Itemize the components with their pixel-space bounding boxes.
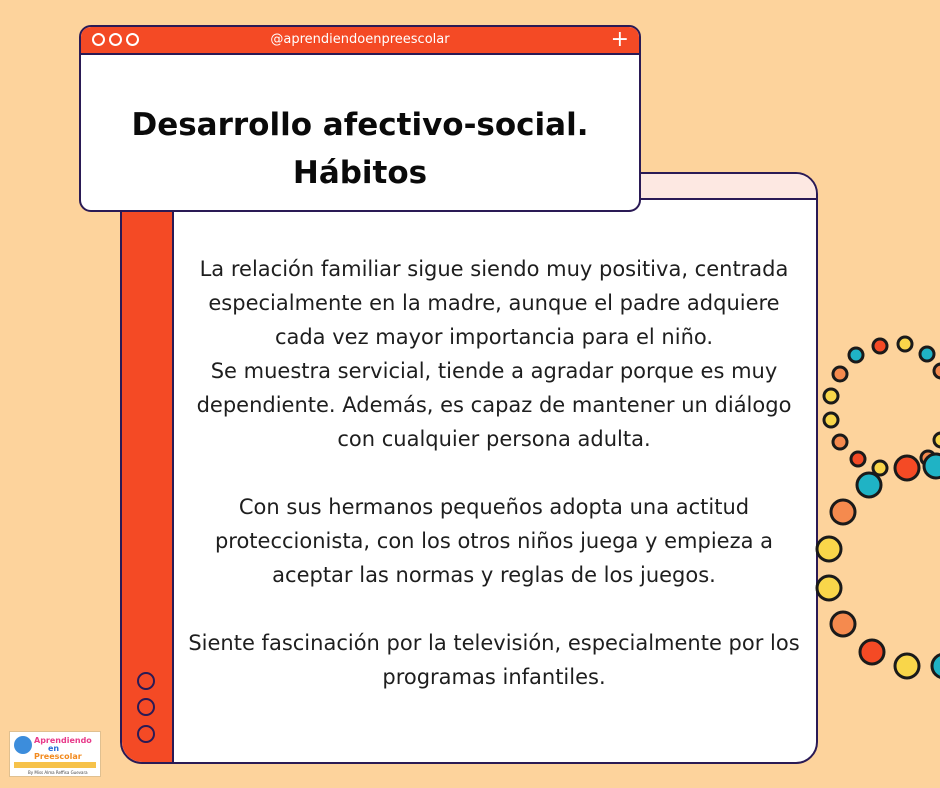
bead-icon <box>849 348 863 362</box>
bead-icon <box>851 452 865 466</box>
bead-icon <box>920 347 934 361</box>
bead-icon <box>873 461 887 475</box>
bead-icon <box>833 367 847 381</box>
brand-logo: Aprendiendo en Preescolar By Miss Alma Reffisa Guevara <box>9 731 101 777</box>
bead-icon <box>895 654 919 678</box>
bead-icon <box>860 640 884 664</box>
plus-icon: + <box>610 27 629 52</box>
paragraph-relationships: La relación familiar sigue siendo muy positiva, centrada especialmente en la madre, aunque el padre adquiere cada vez mayor importancia para el niño. Se muestra servicial, tiende a agradar porque es muy dependiente. Además, es capaz de mantener un diálogo con cualquier persona adulta. <box>196 257 792 451</box>
page-title: Desarrollo afectivo-social. Hábitos <box>131 107 589 191</box>
bead-icon <box>857 473 881 497</box>
account-handle: @aprendiendoenpreescolar <box>270 32 450 47</box>
bead-icon <box>934 364 940 378</box>
paragraph-siblings: Con sus hermanos pequeños adopta una actitud proteccionista, con los otros niños juega y empieza a aceptar las normas y reglas de los juegos. <box>214 495 774 587</box>
bead-icon <box>895 456 919 480</box>
bead-icon <box>831 612 855 636</box>
bead-icon <box>833 435 847 449</box>
bead-icon <box>824 389 838 403</box>
bead-icon <box>924 454 940 478</box>
ruler-icon <box>14 762 96 768</box>
bead-icon <box>824 413 838 427</box>
bead-icon <box>831 500 855 524</box>
bead-icon <box>817 537 841 561</box>
bead-icon <box>898 337 912 351</box>
bead-icon <box>873 339 887 353</box>
bead-icon <box>932 654 940 678</box>
globe-icon <box>14 736 32 754</box>
bead-icon <box>934 433 940 447</box>
bead-icon <box>817 576 841 600</box>
paragraph-television: Siente fascinación por la televisión, especialmente por los programas infantiles. <box>188 631 800 689</box>
